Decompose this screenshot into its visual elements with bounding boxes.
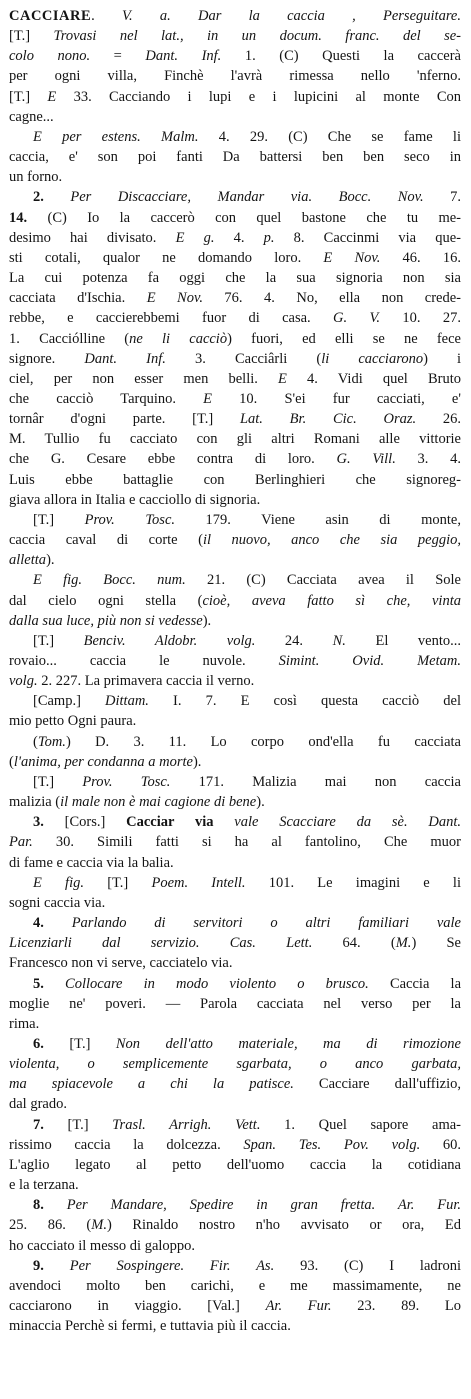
- entry-text: 46. 16.: [380, 249, 461, 266]
- entry-text: ).: [256, 794, 265, 811]
- entry-text: ) fuori, ed elli se ne fece: [227, 330, 461, 347]
- entry-text: ciel, per non esser men belli.: [9, 370, 279, 387]
- entry-text: l'anima, per condanna a morte: [13, 753, 193, 770]
- entry-text: [Camp.]: [33, 693, 106, 710]
- entry-text: Collocare in modo violento o brusco.: [65, 975, 369, 992]
- entry-line: [9, 832, 461, 852]
- entry-line: [9, 1034, 461, 1054]
- entry-text: 76. 4. No, ella non crede-: [202, 290, 461, 307]
- entry-text: M. Tullio fu cacciato con gli altri Romani alle vittorie: [9, 431, 461, 448]
- entry-text: M.: [91, 1217, 107, 1234]
- entry-line: [9, 611, 461, 631]
- entry-text: 4. Vidi quel Bruto: [286, 370, 461, 387]
- entry-line: [9, 792, 461, 812]
- entry-line: [9, 994, 461, 1014]
- entry-line: [9, 1074, 461, 1094]
- entry-text: [213, 814, 234, 830]
- entry-line: [9, 1215, 461, 1235]
- entry-line: [9, 732, 461, 752]
- entry-text: Per Discacciare, Mandar via. Bocc. Nov.: [70, 189, 424, 206]
- entry-text: [T.]: [67, 1116, 113, 1133]
- entry-text: moglie ne' poveri. — Parola cacciata nel verso per la: [9, 995, 461, 1012]
- entry-line: [9, 349, 461, 369]
- entry-text: cacciarono in viaggio. [Val.]: [9, 1298, 266, 1314]
- entry-line: [9, 26, 461, 46]
- entry-text: colo nono.: [9, 48, 91, 65]
- entry-text: Lat. Br. Cic. Oraz.: [239, 411, 417, 428]
- entry-text: 30. Simili fatti si ha al fantolino, Che muor: [32, 834, 461, 851]
- entry-line: [9, 913, 461, 933]
- entry-line: [9, 268, 461, 288]
- entry-text: (C) Io la caccerò con quel bastone che tu me-: [47, 209, 461, 226]
- entry-text: ho cacciato il messo di galoppo.: [9, 1237, 196, 1254]
- entry-text: caccia, e' son poi fanti Da battersi ben ben seco in: [9, 149, 461, 166]
- entry-text: Trovasi nel lat., in un docum. franc. del se-: [53, 28, 461, 45]
- entry-text: La cui potenza fa oggi che la sua signoria non sia: [9, 270, 461, 287]
- entry-text: 3. 4.: [395, 451, 461, 468]
- entry-line: [9, 853, 461, 873]
- entry-line: [9, 288, 461, 308]
- entry-line: [9, 107, 461, 127]
- entry-text: cacciata d'Ischia.: [9, 290, 147, 307]
- entry-line: [9, 711, 461, 731]
- entry-text: Par.: [9, 834, 33, 851]
- entry-text: E: [278, 370, 287, 387]
- entry-text: sogni caccia via.: [9, 894, 106, 911]
- entry-text: violenta, o semplicemente sgarbata, o anco garbata,: [9, 1056, 461, 1073]
- entry-text: Prov. Tosc.: [84, 511, 175, 528]
- entry-text: il nuovo, anco che sia peggio,: [202, 532, 461, 549]
- entry-text: Parlando di servitori o altri familiari vale: [71, 915, 461, 932]
- entry-text: Ar. Fur.: [265, 1298, 332, 1314]
- entry-text: ) D. 3. 11. Lo corpo ond'ella fu cacciata: [65, 733, 461, 750]
- entry-text: [T.]: [9, 88, 48, 105]
- entry-text: ) i: [423, 350, 461, 367]
- entry-text: il male non è mai cagione di bene: [60, 794, 257, 811]
- entry-line: [9, 530, 461, 550]
- entry-text: vale Scacciare da sè. Dant.: [234, 814, 461, 831]
- entry-line: [9, 873, 461, 893]
- entry-text: di fame e caccia via la balia.: [9, 854, 174, 871]
- entry-text: Prov. Tosc.: [82, 773, 171, 790]
- entry-text: malizia (: [9, 794, 61, 811]
- entry-text: Per Mandare, Spedire in gran fretta. Ar. Fur.: [66, 1197, 461, 1214]
- entry-text: N.: [332, 632, 346, 649]
- entry-text: Tom.: [37, 733, 66, 750]
- entry-text: 1. (C) Questi la caccerà: [221, 48, 461, 65]
- entry-line: [9, 228, 461, 248]
- entry-line: [9, 812, 461, 832]
- entry-line: [9, 1296, 461, 1316]
- entry-text: =: [90, 48, 146, 65]
- entry-text: ).: [202, 612, 212, 629]
- entry-text: 23. 89. Lo: [331, 1298, 461, 1314]
- entry-line: [9, 591, 461, 611]
- entry-text: ne li cacciò: [129, 330, 228, 347]
- entry-text: 4. 29. (C) Che se fame li: [198, 128, 461, 145]
- entry-text: 3. Cacciârli (: [165, 350, 322, 367]
- entry-line: [9, 147, 461, 167]
- entry-text: 2.: [33, 189, 71, 206]
- entry-line: [9, 933, 461, 953]
- entry-line: [9, 248, 461, 268]
- entry-line: [9, 1276, 461, 1296]
- entry-text: 171. Malizia mai non caccia: [170, 773, 461, 790]
- entry-line: [9, 66, 461, 86]
- entry-line: [9, 470, 461, 490]
- entry-text: Cacciar via: [126, 814, 214, 831]
- entry-text: Span. Tes. Pov. volg.: [243, 1136, 421, 1153]
- entry-text: Francesco non vi serve, cacciatelo via.: [9, 955, 233, 972]
- headword: CACCIARE: [9, 8, 92, 24]
- entry-line: [9, 772, 461, 792]
- entry-text: 9.: [33, 1257, 70, 1274]
- entry-text: 1. Cacciólline (: [9, 330, 130, 347]
- entry-line: [9, 1256, 461, 1276]
- entry-text: Cacciare dall'uffizio,: [293, 1076, 461, 1093]
- entry-line: [9, 570, 461, 590]
- entry-text: 10. S'ei fur cacciati, e': [212, 390, 461, 407]
- entry-text: E per estens. Malm.: [33, 128, 199, 145]
- entry-text: 25. 86. (: [9, 1217, 92, 1234]
- entry-text: M.: [395, 935, 412, 952]
- entry-text: 1. Quel sapore ama-: [260, 1116, 461, 1133]
- entry-text: cioè, aveva fatto sì che, vinta: [202, 592, 461, 609]
- entry-text: G. Vill.: [336, 451, 396, 468]
- entry-text: [T.]: [33, 773, 83, 790]
- entry-line: [9, 208, 461, 228]
- entry-text: (: [33, 733, 38, 750]
- entry-text: per ogni villa, Finchè l'avrà rimessa nello 'nferno.: [9, 68, 461, 85]
- entry-text: Trasl. Arrigh. Vett.: [112, 1116, 261, 1133]
- entry-text: 6.: [33, 1035, 70, 1052]
- entry-line: [9, 389, 461, 409]
- entry-text: Per Sospingere. Fir. As.: [69, 1257, 275, 1274]
- entry-text: dal cielo ogni stella (: [9, 592, 203, 609]
- entry-text: 26.: [416, 411, 461, 428]
- entry-text: un forno.: [9, 169, 63, 186]
- entry-text: ma spiacevole a chi la patisce.: [9, 1076, 294, 1093]
- entry-text: p.: [263, 229, 275, 246]
- entry-text: 2. 227. La primavera caccia il verno.: [37, 673, 255, 690]
- entry-text: 21. (C) Cacciata avea il Sole: [185, 572, 461, 589]
- entry-line: [9, 369, 461, 389]
- entry-text: dalla sua luce, più non si vedesse: [9, 612, 203, 629]
- entry-line: [9, 1135, 461, 1155]
- entry-text: rovaio... caccia le nuvole.: [9, 653, 279, 669]
- entry-text: E: [203, 390, 213, 407]
- entry-text: rima.: [9, 1015, 40, 1032]
- entry-line: [9, 87, 461, 107]
- entry-text: ) Rinaldo nostro n'ho avvisato or ora, Ed: [106, 1217, 461, 1234]
- dictionary-entry-cacciare: [9, 6, 461, 1336]
- entry-line: [9, 329, 461, 349]
- entry-text: minaccia Perchè si fermi, e tuttavia più il caccia.: [9, 1318, 291, 1335]
- entry-text: 7.: [33, 1116, 68, 1133]
- entry-line: [9, 308, 461, 328]
- entry-text: E g.: [175, 229, 215, 246]
- entry-text: [T.]: [84, 874, 152, 891]
- entry-line: [9, 429, 461, 449]
- entry-line: [9, 953, 461, 973]
- entry-text: 14.: [9, 209, 48, 226]
- entry-text: G. V.: [333, 310, 381, 327]
- entry-text: 8. Caccinmi via que-: [274, 229, 461, 246]
- entry-text: .: [91, 8, 123, 24]
- entry-text: alletta: [9, 552, 47, 569]
- entry-text: caccia caval di corte (: [9, 532, 203, 549]
- entry-text: sti cotali, qualor ne domando loro.: [9, 249, 324, 266]
- entry-text: V. a. Dar la caccia , Perseguitare.: [122, 8, 461, 24]
- entry-text: 7.: [423, 189, 461, 206]
- entry-text: El vento...: [345, 632, 461, 649]
- entry-text: signore.: [9, 350, 85, 367]
- entry-text: 64. (: [312, 935, 396, 952]
- entry-text: (: [9, 753, 14, 770]
- entry-text: rebbe, e caccierebbemi fuor di casa.: [9, 310, 334, 327]
- entry-line: [9, 510, 461, 530]
- entry-text: avendoci molto ben carichi, e me massimamente, ne: [9, 1277, 461, 1294]
- entry-text: 60.: [420, 1136, 461, 1153]
- entry-text: L'aglio legato al petto dell'uomo caccia la cotidiana: [9, 1156, 461, 1173]
- entry-text: che cacciò Tarquino.: [9, 390, 204, 407]
- entry-text: rissimo caccia la dolcezza.: [9, 1136, 244, 1153]
- entry-line: [9, 1054, 461, 1074]
- entry-line: [9, 1175, 461, 1195]
- entry-line: [9, 974, 461, 994]
- entry-text: li cacciarono: [321, 350, 424, 367]
- entry-line: [9, 1115, 461, 1135]
- entry-text: Benciv. Aldobr. volg.: [83, 632, 256, 649]
- entry-text: e la terzana.: [9, 1177, 79, 1194]
- entry-line: [9, 691, 461, 711]
- entry-line: [9, 187, 461, 207]
- entry-text: E: [47, 88, 57, 105]
- entry-text: Luis ebbe battaglie con Berlinghieri che signoreg-: [9, 471, 461, 488]
- entry-text: Caccia la: [368, 975, 461, 992]
- entry-text: Non dell'atto materiale, ma di rimozione: [115, 1035, 461, 1052]
- entry-line: [9, 1014, 461, 1034]
- entry-text: Licenziarli dal servizio. Cas. Lett.: [9, 935, 313, 952]
- entry-line: [9, 1155, 461, 1175]
- entry-line: [9, 631, 461, 651]
- entry-text: 3.: [33, 814, 65, 831]
- entry-line: [9, 752, 461, 772]
- entry-text: 10. 27.: [380, 310, 461, 327]
- entry-text: 4.: [33, 915, 72, 932]
- entry-text: I. 7. E così questa cacciò del: [148, 693, 461, 710]
- entry-line: [9, 1195, 461, 1215]
- entry-text: 24.: [255, 632, 333, 649]
- entry-line: [9, 671, 461, 691]
- entry-text: E Nov.: [146, 290, 203, 307]
- entry-text: E fig. Bocc. num.: [33, 572, 186, 589]
- entry-text: [T.]: [33, 632, 84, 649]
- entry-line: [9, 1094, 461, 1114]
- entry-line: [9, 651, 461, 671]
- entry-text: E fig.: [33, 874, 84, 891]
- entry-text: 93. (C) I ladroni: [274, 1257, 461, 1274]
- entry-text: 5.: [33, 975, 66, 992]
- entry-line: [9, 167, 461, 187]
- entry-text: Dittam.: [105, 693, 149, 710]
- entry-line: [9, 1236, 461, 1256]
- entry-line: [9, 1316, 461, 1336]
- entry-text: E Nov.: [323, 249, 381, 266]
- entry-text: che G. Cesare ebbe contra di loro.: [9, 451, 337, 468]
- entry-line: [9, 490, 461, 510]
- entry-text: volg.: [9, 673, 38, 690]
- entry-text: 8.: [33, 1197, 67, 1214]
- entry-text: 179. Viene asin di monte,: [175, 511, 461, 528]
- entry-text: Simint. Ovid. Metam.: [278, 653, 461, 669]
- entry-line: [9, 449, 461, 469]
- entry-text: mio petto Ogni paura.: [9, 713, 137, 730]
- entry-text: [Cors.]: [64, 814, 127, 831]
- entry-text: [T.]: [69, 1035, 116, 1052]
- entry-text: [T.]: [9, 28, 54, 45]
- entry-text: ).: [46, 552, 55, 569]
- entry-text: 4.: [214, 229, 264, 246]
- entry-text: 33. Cacciando i lupi e i lupicini al monte Con: [56, 88, 461, 105]
- entry-text: cagne...: [9, 108, 54, 125]
- entry-text: Dant. Inf.: [84, 350, 166, 367]
- entry-text: Poem. Intell.: [151, 874, 246, 891]
- entry-text: ) Se: [411, 935, 461, 952]
- entry-line: [9, 409, 461, 429]
- entry-line: [9, 6, 461, 26]
- entry-line: [9, 46, 461, 66]
- entry-text: ).: [192, 753, 202, 770]
- entry-text: dal grado.: [9, 1096, 67, 1113]
- entry-text: [T.]: [33, 511, 85, 528]
- entry-text: 101. Le imagini e li: [245, 874, 461, 891]
- entry-line: [9, 550, 461, 570]
- entry-line: [9, 893, 461, 913]
- entry-text: desimo hai divisato.: [9, 229, 176, 246]
- entry-line: [9, 127, 461, 147]
- entry-text: Dant. Inf.: [145, 48, 222, 65]
- entry-text: giava allora in Italia e cacciollo di signoria.: [9, 491, 261, 508]
- entry-text: tornâr d'ogni parte. [T.]: [9, 411, 240, 428]
